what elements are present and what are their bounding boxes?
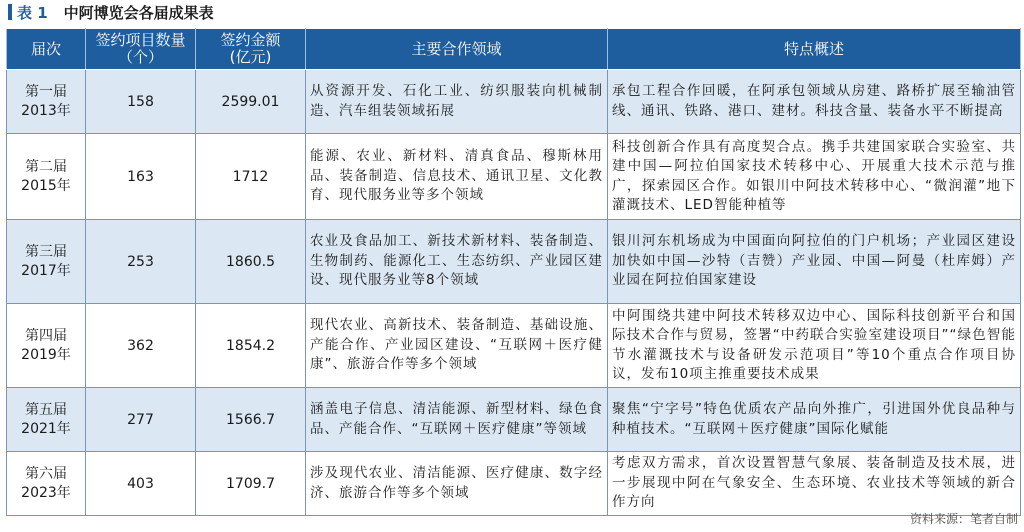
fields-cell: 涵盖电子信息、清洁能源、新型材料、绿色食品、产能合作、“互联网＋医疗健康”等领域 [306, 388, 608, 452]
table-header-row [7, 29, 1021, 70]
results-table [6, 28, 1021, 516]
session-cell: 第一届 2013年 [7, 70, 86, 134]
caption-title: 中阿博览会各届成果表 [63, 3, 214, 22]
header-amount: 签约金额 (亿元) [196, 29, 306, 70]
source-note: 资料来源：笔者自制 [909, 512, 1018, 526]
table-row [7, 304, 1021, 388]
projects-cell: 253 [86, 220, 196, 304]
features-cell: 聚焦“宁字号”特色优质农产品向外推广，引进国外优良品种与种植技术。“互联网＋医疗健康”国际化赋能 [608, 388, 1021, 452]
features-cell: 科技创新合作具有高度契合点。携手共建国家联合实验室、共建中国—阿拉伯国家技术转移中心、开展重大技术示范与推广，探索园区合作。如银川中阿技术转移中心、“微润灌”地下灌溉技术、LED智能种植等 [608, 134, 1021, 220]
projects-cell: 362 [86, 304, 196, 388]
caption-label: 表 1 [17, 3, 48, 22]
table-row [7, 388, 1021, 452]
features-cell: 考虑双方需求，首次设置智慧气象展、装备制造及技术展，进一步展现中阿在气象安全、生态环境、农业技术等领域的新合作方向 [608, 452, 1021, 516]
table-row [7, 134, 1021, 220]
header-projects: 签约项目数量 （个） [86, 29, 196, 70]
header-features: 特点概述 [608, 29, 1021, 70]
amount-cell: 1709.7 [196, 452, 306, 516]
amount-cell: 1712 [196, 134, 306, 220]
projects-cell: 403 [86, 452, 196, 516]
fields-cell: 现代农业、高新技术、装备制造、基础设施、产能合作、产业园区建设、“互联网＋医疗健康”、旅游合作等多个领域 [306, 304, 608, 388]
amount-cell: 2599.01 [196, 70, 306, 134]
features-cell: 承包工程合作回暖，在阿承包领域从房建、路桥扩展至输油管线、通讯、铁路、港口、建材。科技含量、装备水平不断提高 [608, 70, 1021, 134]
session-cell: 第三届 2017年 [7, 220, 86, 304]
features-cell: 中阿围绕共建中阿技术转移双边中心、国际科技创新平台和国际技术合作与贸易，签署“中药联合实验室建设项目”“绿色智能节水灌溉技术与设备研发示范项目”等10个重点合作项目协议，发布10项主推重要技术成果 [608, 304, 1021, 388]
projects-cell: 158 [86, 70, 196, 134]
session-cell: 第六届 2023年 [7, 452, 86, 516]
amount-cell: 1860.5 [196, 220, 306, 304]
amount-cell: 1566.7 [196, 388, 306, 452]
table-row [7, 220, 1021, 304]
projects-cell: 277 [86, 388, 196, 452]
table-caption [0, 0, 214, 24]
table-row [7, 452, 1021, 516]
fields-cell: 能源、农业、新材料、清真食品、穆斯林用品、装备制造、信息技术、通讯卫星、文化教育、现代服务业等多个领域 [306, 134, 608, 220]
session-cell: 第二届 2015年 [7, 134, 86, 220]
features-cell: 银川河东机场成为中国面向阿拉伯的门户机场；产业园区建设加快如中国—沙特（吉赞）产业园、中国—阿曼（杜库姆）产业园在阿拉伯国家建设 [608, 220, 1021, 304]
amount-cell: 1854.2 [196, 304, 306, 388]
caption-marker [8, 4, 12, 20]
header-session: 届次 [7, 29, 86, 70]
fields-cell: 农业及食品加工、新技术新材料、装备制造、生物制药、能源化工、生态纺织、产业园区建设、现代服务业等8个领域 [306, 220, 608, 304]
fields-cell: 从资源开发、石化工业、纺织服装向机械制造、汽车组装领域拓展 [306, 70, 608, 134]
session-cell: 第四届 2019年 [7, 304, 86, 388]
header-fields: 主要合作领域 [306, 29, 608, 70]
session-cell: 第五届 2021年 [7, 388, 86, 452]
table-row [7, 70, 1021, 134]
projects-cell: 163 [86, 134, 196, 220]
fields-cell: 涉及现代农业、清洁能源、医疗健康、数字经济、旅游合作等多个领域 [306, 452, 608, 516]
